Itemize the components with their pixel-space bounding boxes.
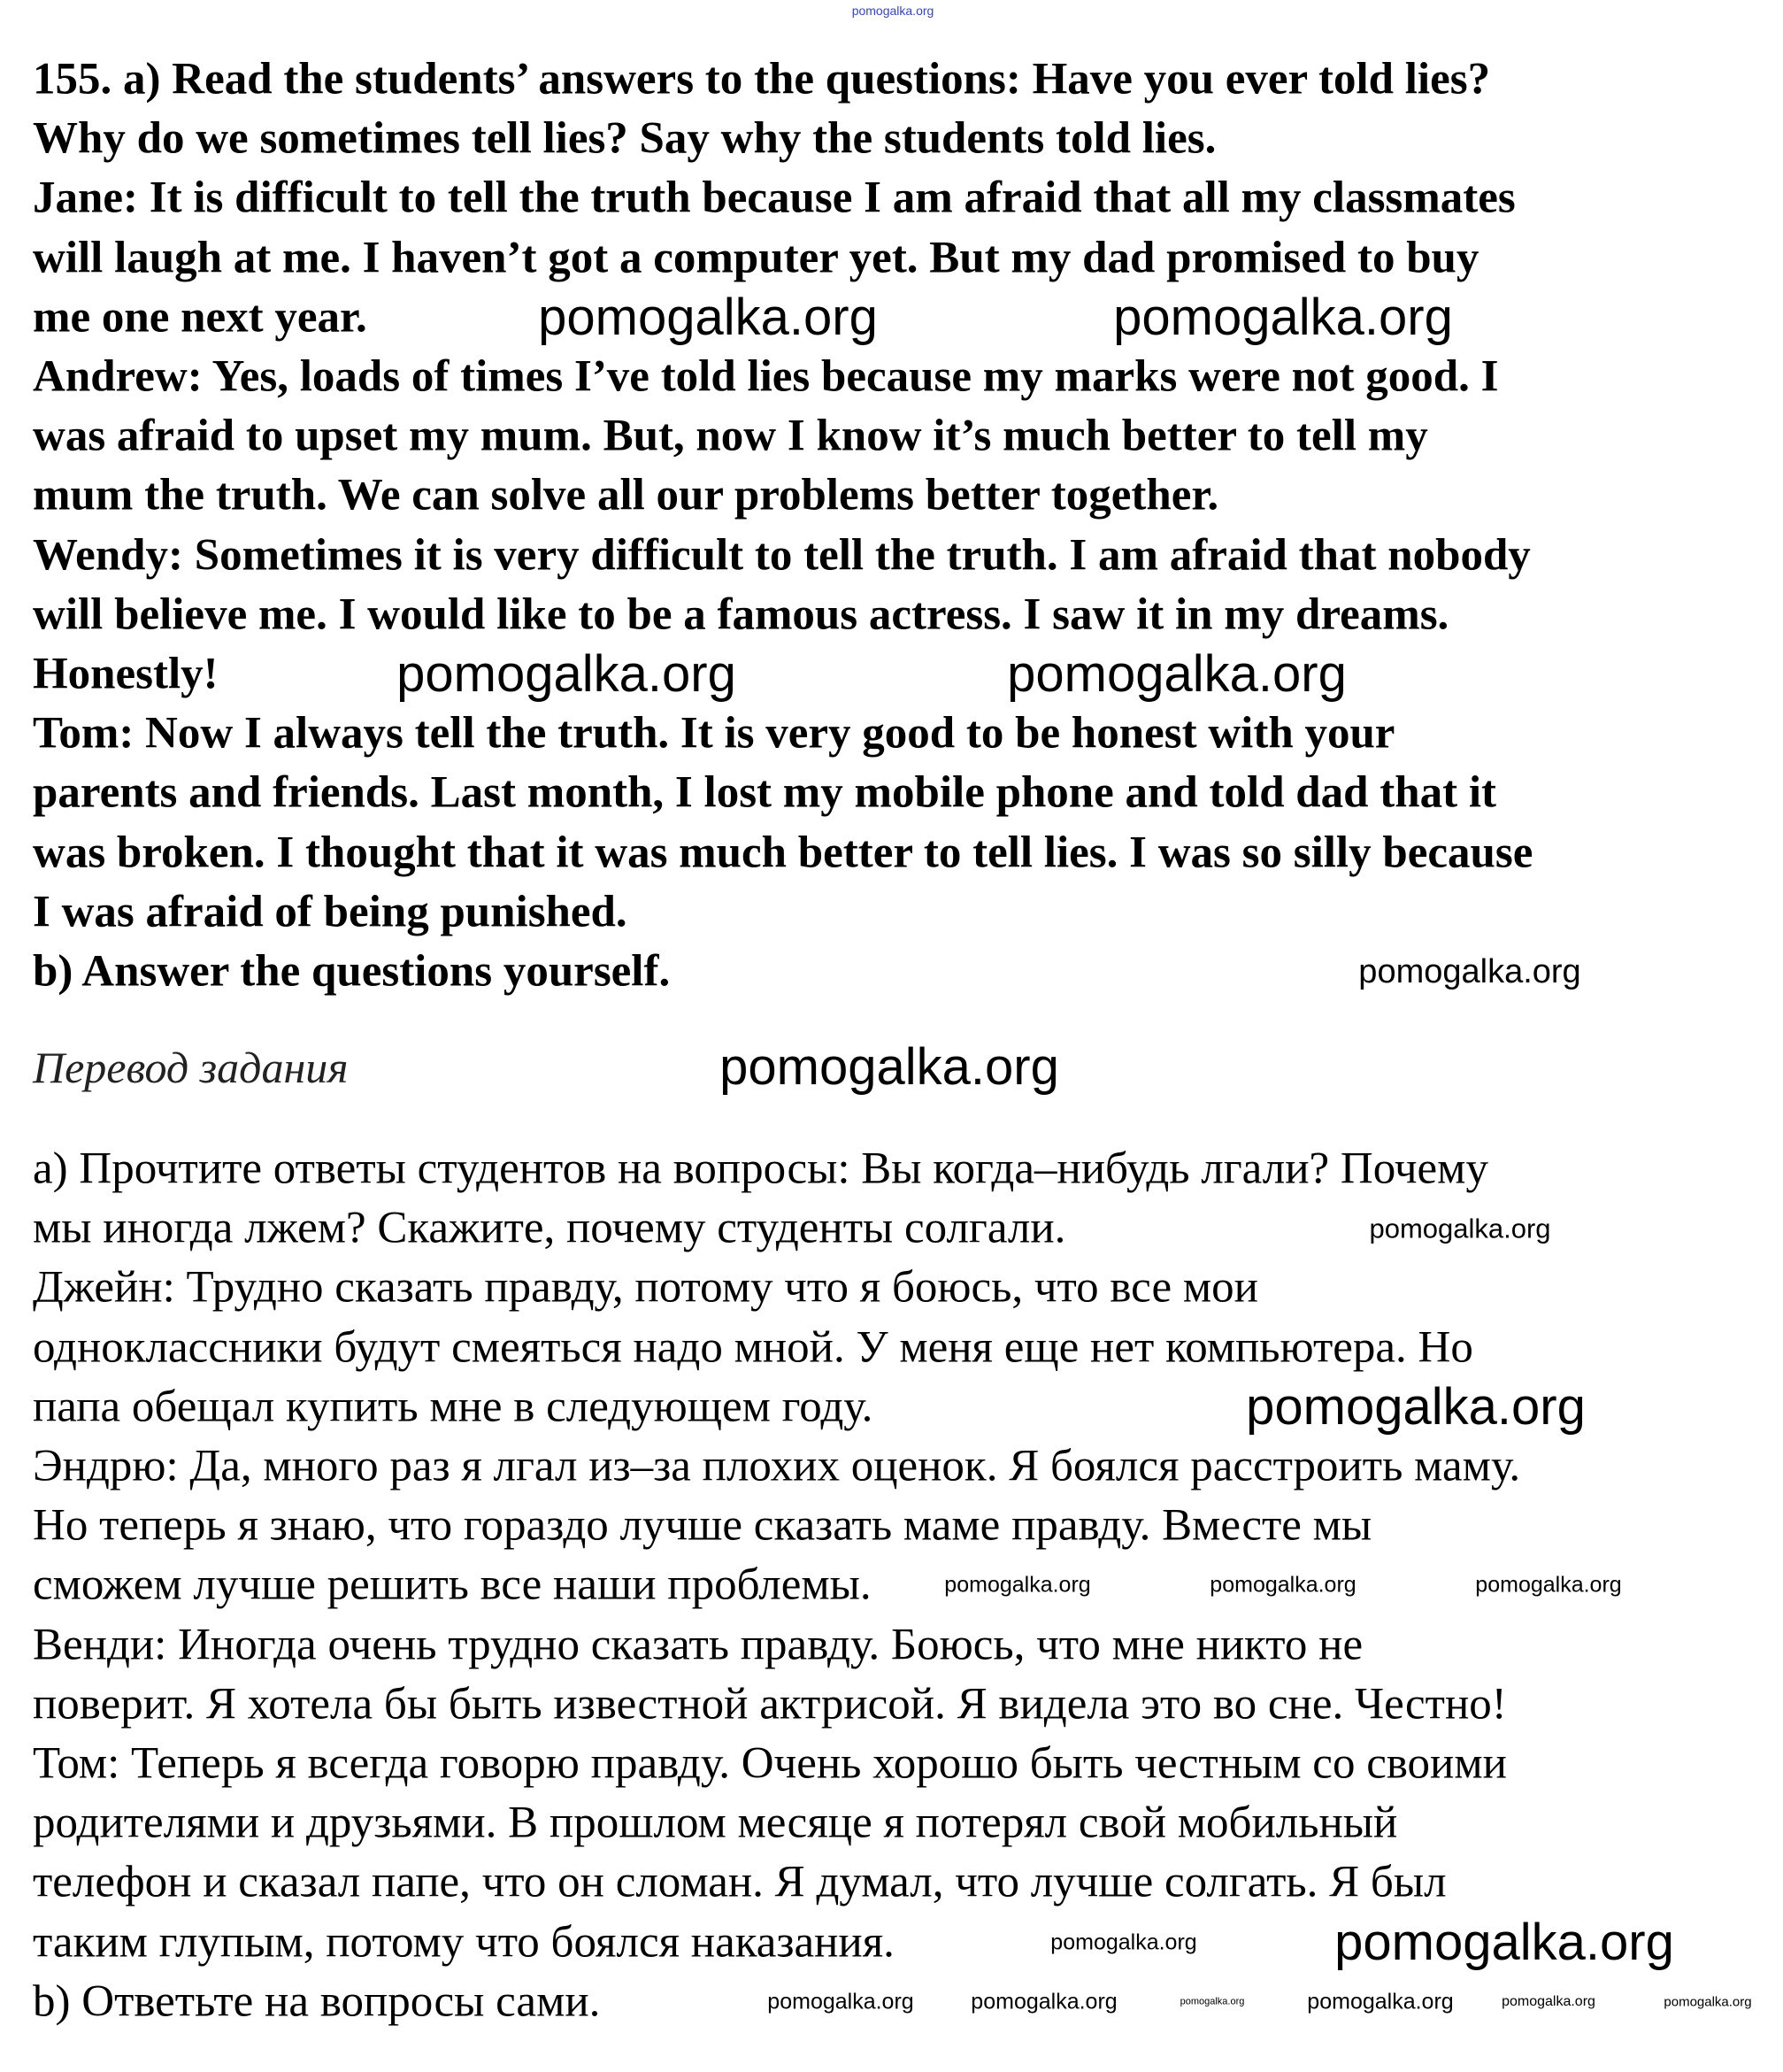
english-text-line: mum the truth. We can solve all our problems better together. bbox=[33, 470, 1219, 520]
watermark: pomogalka.org bbox=[1050, 1930, 1197, 1955]
english-text-line: Jane: It is difficult to tell the truth because I am afraid that all my classmates bbox=[33, 173, 1516, 223]
russian-text-line: Джейн: Трудно сказать правду, потому что я боюсь, что все мои bbox=[33, 1262, 1258, 1313]
english-text-line: Wendy: Sometimes it is very difficult to tell the truth. I am afraid that nobody bbox=[33, 530, 1531, 581]
watermark: pomogalka.org bbox=[944, 1572, 1091, 1598]
english-text-line: parents and friends. Last month, I lost my mobile phone and told dad that it bbox=[33, 767, 1497, 818]
watermark: pomogalka.org bbox=[767, 1989, 914, 2014]
watermark: pomogalka.org bbox=[538, 289, 878, 346]
russian-text-line: мы иногда лжем? Скажите, почему студенты солгали. bbox=[33, 1203, 1066, 1253]
watermark: pomogalka.org bbox=[396, 645, 736, 703]
watermark: pomogalka.org bbox=[1664, 1994, 1752, 2010]
watermark: pomogalka.org bbox=[971, 1989, 1118, 2014]
watermark: pomogalka.org bbox=[1210, 1572, 1356, 1598]
watermark: pomogalka.org bbox=[1007, 645, 1347, 703]
watermark: pomogalka.org bbox=[1502, 1994, 1595, 2009]
russian-text-line: таким глупым, потому что боялся наказания. bbox=[33, 1917, 895, 1968]
russian-text-line: Том: Теперь я всегда говорю правду. Очень хорошо быть честным со своими bbox=[33, 1738, 1507, 1789]
watermark: pomogalka.org bbox=[1369, 1213, 1551, 1244]
russian-text-line: а) Прочтите ответы студентов на вопросы: Вы когда–нибудь лгали? Почему bbox=[33, 1144, 1488, 1194]
english-text-line: was afraid to upset my mum. But, now I know it’s much better to tell my bbox=[33, 411, 1428, 461]
english-text-line: Why do we sometimes tell lies? Say why the students told lies. bbox=[33, 113, 1217, 164]
watermark: pomogalka.org bbox=[1358, 953, 1581, 990]
english-text-line: Tom: Now I always tell the truth. It is very good to be honest with your bbox=[33, 708, 1395, 759]
russian-text-line: Но теперь я знаю, что гораздо лучше сказать маме правду. Вместе мы bbox=[33, 1500, 1372, 1551]
watermark: pomogalka.org bbox=[1334, 1914, 1674, 1971]
english-text-line: will laugh at me. I haven’t got a computer yet. But my dad promised to buy bbox=[33, 233, 1479, 283]
russian-text-line: Эндрю: Да, много раз я лгал из–за плохих оценок. Я боялся расстроить маму. bbox=[33, 1441, 1521, 1491]
english-text-line: was broken. I thought that it was much better to tell lies. I was so silly because bbox=[33, 828, 1533, 878]
watermark: pomogalka.org bbox=[1475, 1572, 1622, 1598]
watermark: pomogalka.org bbox=[1246, 1378, 1586, 1436]
russian-text-line: родителями и друзьями. В прошлом месяце я потерял свой мобильный bbox=[33, 1798, 1398, 1848]
watermark: pomogalka.org bbox=[1307, 1989, 1454, 2014]
english-text-line: me one next year. bbox=[33, 292, 367, 343]
russian-text-line: b) Ответьте на вопросы сами. bbox=[33, 1976, 601, 2027]
watermark: pomogalka.org bbox=[1180, 1996, 1245, 2007]
russian-text-line: сможем лучше решить все наши проблемы. bbox=[33, 1560, 872, 1610]
english-text-line: Honestly! bbox=[33, 649, 219, 699]
translation-heading: Перевод задания bbox=[33, 1043, 349, 1092]
russian-text-line: одноклассники будут смеяться надо мной. У меня еще нет компьютера. Но bbox=[33, 1322, 1473, 1373]
english-text-line: I was afraid of being punished. bbox=[33, 887, 627, 937]
english-text-line: Andrew: Yes, loads of times I’ve told lies because my marks were not good. I bbox=[33, 351, 1499, 402]
russian-text-line: Венди: Иногда очень трудно сказать правду. Боюсь, что мне никто не bbox=[33, 1620, 1364, 1670]
english-text-line: 155. a) Read the students’ answers to the questions: Have you ever told lies? bbox=[33, 54, 1491, 104]
russian-text-line: поверит. Я хотела бы быть известной актрисой. Я видела это во сне. Честно! bbox=[33, 1679, 1507, 1729]
watermark: pomogalka.org bbox=[1113, 289, 1453, 346]
english-text-line: b) Answer the questions yourself. bbox=[33, 946, 671, 997]
header-watermark: pomogalka.org bbox=[851, 4, 934, 18]
russian-text-line: папа обещал купить мне в следующем году. bbox=[33, 1382, 873, 1432]
russian-text-line: телефон и сказал папе, что он сломан. Я думал, что лучше солгать. Я был bbox=[33, 1857, 1447, 1907]
watermark: pomogalka.org bbox=[719, 1038, 1059, 1096]
english-text-line: will believe me. I would like to be a famous actress. I saw it in my dreams. bbox=[33, 589, 1449, 640]
